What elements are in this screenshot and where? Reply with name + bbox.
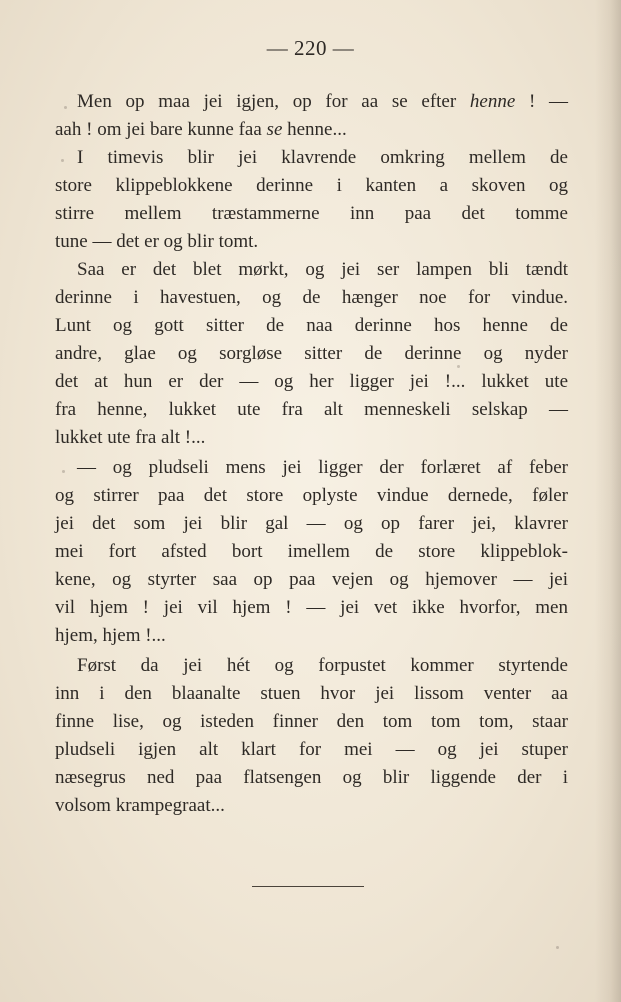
- end-rule: [252, 886, 364, 887]
- text-line: [55, 284, 568, 312]
- page-edge-shadow: [595, 0, 621, 1002]
- text-segment: aah ! om jei bare kunne faa: [55, 119, 267, 140]
- text-segment: finne lise, og isteden finner den tom tom tom, staar: [55, 711, 568, 732]
- text-line: [55, 116, 568, 144]
- text-segment: Lunt og gott sitter de naa derinne hos henne de: [55, 315, 568, 336]
- text-line: [55, 228, 568, 256]
- italic-segment: se: [266, 119, 283, 140]
- text-segment: Men op maa jei igjen, op for aa se efter: [77, 91, 470, 112]
- text-line: [55, 172, 568, 200]
- text-segment: kene, og styrter saa op paa vejen og hjemover — jei: [55, 569, 568, 590]
- text-line: [55, 652, 568, 680]
- paper-speck: [457, 365, 460, 368]
- text-segment: ! —: [515, 91, 568, 112]
- text-line: [55, 538, 568, 566]
- text-line: [55, 340, 568, 368]
- text-line: [55, 708, 568, 736]
- text-line: [55, 312, 568, 340]
- text-segment: volsom krampegraat...: [55, 795, 225, 816]
- text-segment: tune — det er og blir tomt.: [55, 231, 259, 252]
- text-segment: inn i den blaanalte stuen hvor jei lissom venter aa: [55, 683, 568, 704]
- text-segment: Saa er det blet mørkt, og jei ser lampen bli tændt: [77, 259, 568, 280]
- text-segment: henne...: [282, 119, 347, 140]
- text-line: [55, 256, 568, 284]
- text-segment: Først da jei hét og forpustet kommer styrtende: [77, 655, 568, 676]
- text-segment: det at hun er der — og her ligger jei !... lukket ute: [55, 371, 568, 392]
- text-segment: jei det som jei blir gal — og op farer jei, klavrer: [55, 513, 568, 534]
- text-line: [55, 454, 568, 482]
- text-segment: — og pludseli mens jei ligger der forlæret af feber: [77, 457, 568, 478]
- text-line: [55, 482, 568, 510]
- italic-segment: henne: [469, 91, 516, 112]
- text-line: [55, 594, 568, 622]
- paper-speck: [556, 946, 559, 949]
- text-segment: stirre mellem træstammerne inn paa det tomme: [55, 203, 568, 224]
- text-segment: og stirrer paa det store oplyste vindue dernede, føler: [55, 485, 568, 506]
- text-line: [55, 368, 568, 396]
- text-line: [55, 424, 568, 452]
- text-segment: store klippeblokkene derinne i kanten a skoven og: [55, 175, 568, 196]
- text-segment: næsegrus ned paa flatsengen og blir liggende der i: [55, 767, 568, 788]
- text-segment: lukket ute fra alt !...: [55, 427, 206, 448]
- text-segment: I timevis blir jei klavrende omkring mellem de: [77, 147, 568, 168]
- page-number: — 220 —: [266, 36, 355, 60]
- text-segment: mei fort afsted bort imellem de store klippeblok-: [55, 541, 568, 562]
- text-segment: derinne i havestuen, og de hænger noe for vindue.: [55, 287, 568, 308]
- text-line: [55, 88, 568, 116]
- text-segment: vil hjem ! jei vil hjem ! — jei vet ikke hvorfor, men: [55, 597, 568, 618]
- text-line: [55, 566, 568, 594]
- text-line: [55, 200, 568, 228]
- text-line: [55, 144, 568, 172]
- paper-speck: [64, 106, 67, 109]
- text-line: [55, 736, 568, 764]
- text-line: [55, 680, 568, 708]
- text-segment: hjem, hjem !...: [55, 625, 166, 646]
- text-line: [55, 622, 568, 650]
- text-line: [55, 792, 568, 820]
- text-line: [55, 510, 568, 538]
- paper-speck: [62, 470, 65, 473]
- text-segment: fra henne, lukket ute fra alt menneskeli selskap —: [55, 399, 568, 420]
- text-line: [55, 396, 568, 424]
- paper-speck: [61, 159, 64, 162]
- text-segment: andre, glae og sorgløse sitter de derinne og nyder: [55, 343, 568, 364]
- text-segment: pludseli igjen alt klart for mei — og jei stuper: [55, 739, 568, 760]
- text-line: [55, 764, 568, 792]
